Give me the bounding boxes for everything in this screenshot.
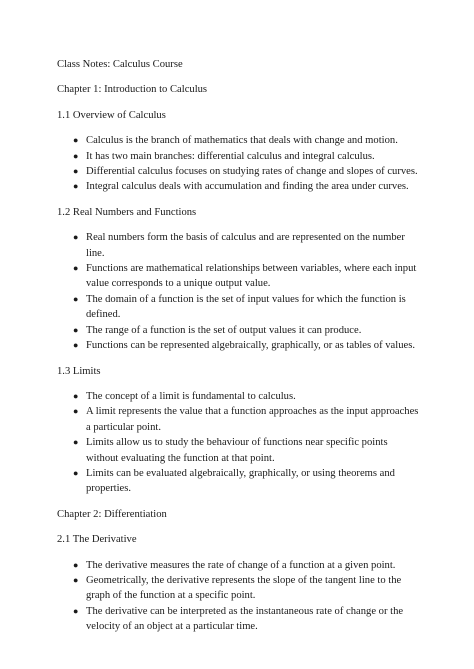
bullet-icon: ●	[73, 324, 79, 335]
bullet-icon: ●	[73, 605, 79, 616]
chapter-2-heading: Chapter 2: Differentiation	[57, 508, 167, 520]
bullet-icon: ●	[73, 574, 79, 585]
list-item-text: The derivative measures the rate of change of a function at a given point.	[86, 559, 396, 571]
list-item	[57, 261, 419, 292]
bullet-icon: ●	[73, 559, 79, 570]
list-item	[57, 466, 419, 497]
list-item-text: It has two main branches: differential calculus and integral calculus.	[86, 150, 375, 162]
document-page	[57, 57, 419, 645]
bullet-icon: ●	[73, 390, 79, 401]
list-item	[57, 164, 419, 179]
list-item-text: Functions are mathematical relationships between variables, where each input value corresponds to a unique output value.	[86, 263, 417, 290]
list-item-text: Limits can be evaluated algebraically, graphically, or using theorems and properties.	[86, 467, 395, 495]
list-item-text: A limit represents the value that a function approaches as the input approaches a particular point.	[86, 406, 419, 433]
list-item	[57, 149, 419, 164]
section-1-3-heading: 1.3 Limits	[57, 365, 101, 377]
section-1-1-list	[57, 133, 419, 195]
section-2-1-heading: 2.1 The Derivative	[57, 534, 137, 546]
list-item	[57, 558, 419, 573]
bullet-icon: ●	[73, 181, 79, 192]
bullet-icon: ●	[73, 406, 79, 417]
list-item	[57, 338, 419, 353]
list-item-text: Calculus is the branch of mathematics that deals with change and motion.	[86, 135, 398, 147]
bullet-icon: ●	[73, 166, 79, 177]
bullet-icon: ●	[73, 150, 79, 161]
list-item-text: Geometrically, the derivative represents the slope of the tangent line to the graph of the function at a specific point.	[86, 574, 402, 602]
bullet-icon: ●	[73, 263, 79, 274]
section-1-1-heading: 1.1 Overview of Calculus	[57, 109, 166, 121]
bullet-icon: ●	[73, 232, 79, 243]
list-item	[57, 389, 419, 404]
list-item-text: The range of a function is the set of output values it can produce.	[86, 324, 362, 336]
list-item-text: Limits allow us to study the behaviour of functions near specific points without evaluating the function at that point.	[86, 437, 388, 464]
list-item-text: Integral calculus deals with accumulation and finding the area under curves.	[86, 181, 409, 193]
section-2-1-list	[57, 558, 419, 635]
list-item	[57, 292, 419, 323]
section-1-2-list	[57, 230, 419, 353]
list-item	[57, 435, 419, 466]
chapter-1-heading: Chapter 1: Introduction to Calculus	[57, 84, 208, 96]
list-item	[57, 604, 419, 635]
list-item	[57, 179, 419, 194]
bullet-icon: ●	[73, 340, 79, 351]
list-item	[57, 323, 419, 338]
list-item-text: The domain of a function is the set of input values for which the function is defined.	[86, 293, 406, 321]
list-item	[57, 230, 419, 261]
list-item	[57, 133, 419, 148]
bullet-icon: ●	[73, 467, 79, 478]
list-item-text: The derivative can be interpreted as the instantaneous rate of change or the velocity of an object at a particular time.	[86, 605, 404, 633]
list-item-text: Real numbers form the basis of calculus and are represented on the number line.	[86, 232, 405, 259]
list-item	[57, 404, 419, 435]
list-item-text: The concept of a limit is fundamental to calculus.	[86, 390, 296, 402]
document-title: Class Notes: Calculus Course	[57, 59, 183, 70]
list-item	[57, 573, 419, 604]
list-item-text: Differential calculus focuses on studying rates of change and slopes of curves.	[86, 166, 418, 178]
bullet-icon: ●	[73, 135, 79, 146]
section-1-3-list	[57, 389, 419, 497]
bullet-icon: ●	[73, 293, 79, 304]
bullet-icon: ●	[73, 437, 79, 448]
section-1-2-heading: 1.2 Real Numbers and Functions	[57, 206, 197, 218]
list-item-text: Functions can be represented algebraically, graphically, or as tables of values.	[86, 340, 415, 352]
